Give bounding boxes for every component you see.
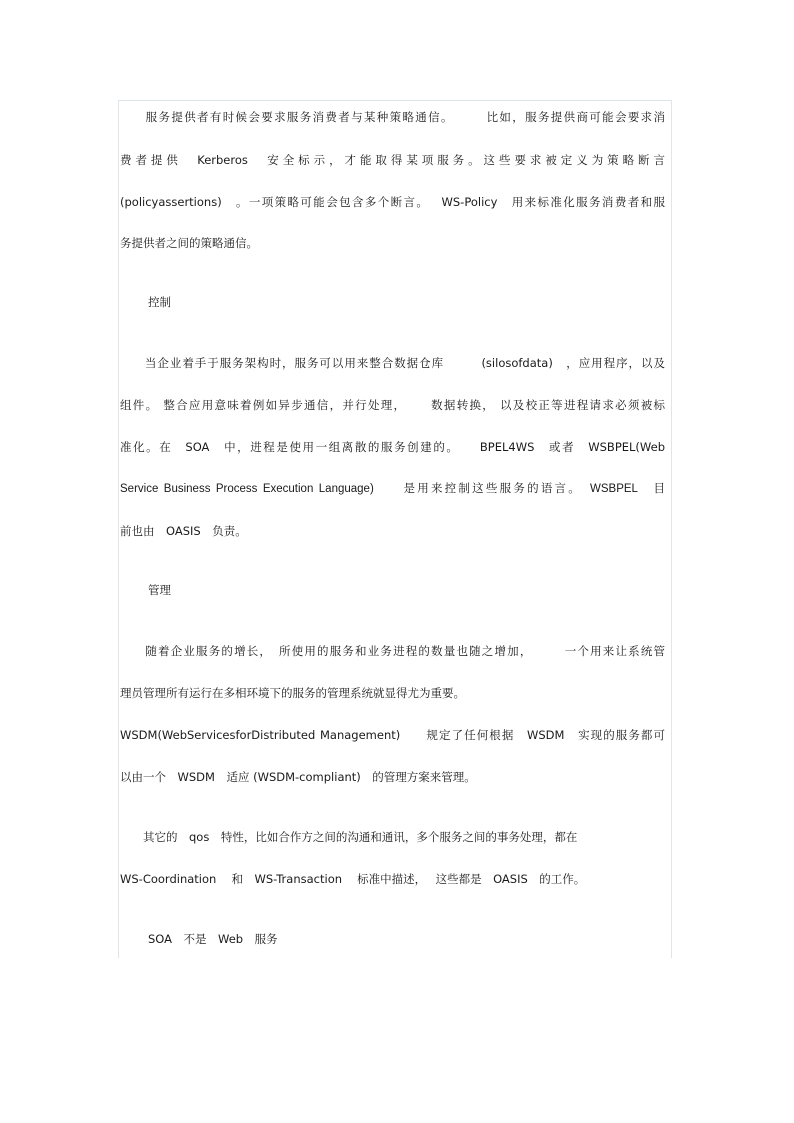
paragraph-line: 其它的 qos 特性，比如合作方之间的沟通和通讯，多个服务之间的事务处理，都在 [120, 830, 578, 844]
paragraph-line: 组件。 整合应用意味着例如异步通信，并行处理， 数据转换， 以及校正等进程请求必须被标 [120, 398, 665, 412]
paragraph-line: 费者提供 Kerberos 安全标示，才能取得某项服务。这些要求被定义为策略断言 [120, 153, 665, 167]
paragraph-line: WSDM(WebServicesforDistributed Management) 规定了任何根据 WSDM 实现的服务都可 [120, 728, 665, 742]
section-heading-control: 控制 [148, 295, 171, 309]
paragraph-line: WS-Coordination 和 WS-Transaction 标准中描述， 这些都是 OASIS 的工作。 [120, 872, 586, 886]
paragraph-line: 前也由 OASIS 负责。 [120, 524, 247, 538]
section-heading-soa: SOA 不是 Web 服务 [148, 932, 278, 946]
paragraph-line: (policyassertions) 。一项策略可能会包含多个断言。 WS-Policy 用来标准化服务消费者和服 [120, 195, 665, 209]
paragraph-line: 准化。在 SOA 中，进程是使用一组离散的服务创建的。 BPEL4WS 或者 WSBPEL(Web [120, 440, 665, 454]
paragraph-line: 随着企业服务的增长， 所使用的服务和业务进程的数量也随之增加， 一个用来让系统管 [120, 644, 665, 658]
paragraph-line: 当企业着手于服务架构时，服务可以用来整合数据仓库 (silosofdata) ，应用程序，以及 [120, 356, 665, 370]
section-heading-management: 管理 [148, 583, 171, 597]
paragraph-line: 服务提供者有时候会要求服务消费者与某种策略通信。 比如，服务提供商可能会要求消 [120, 110, 665, 124]
paragraph-line: 以由一个 WSDM 适应 (WSDM-compliant) 的管理方案来管理。 [120, 770, 476, 784]
paragraph-line: 务提供者之间的策略通信。 [120, 236, 258, 250]
paragraph-line: Service Business Process Execution Language) 是用来控制这些服务的语言。 WSBPEL 目 [120, 483, 665, 495]
paragraph-line: 理员管理所有运行在多相环境下的服务的管理系统就显得尤为重要。 [120, 686, 465, 700]
